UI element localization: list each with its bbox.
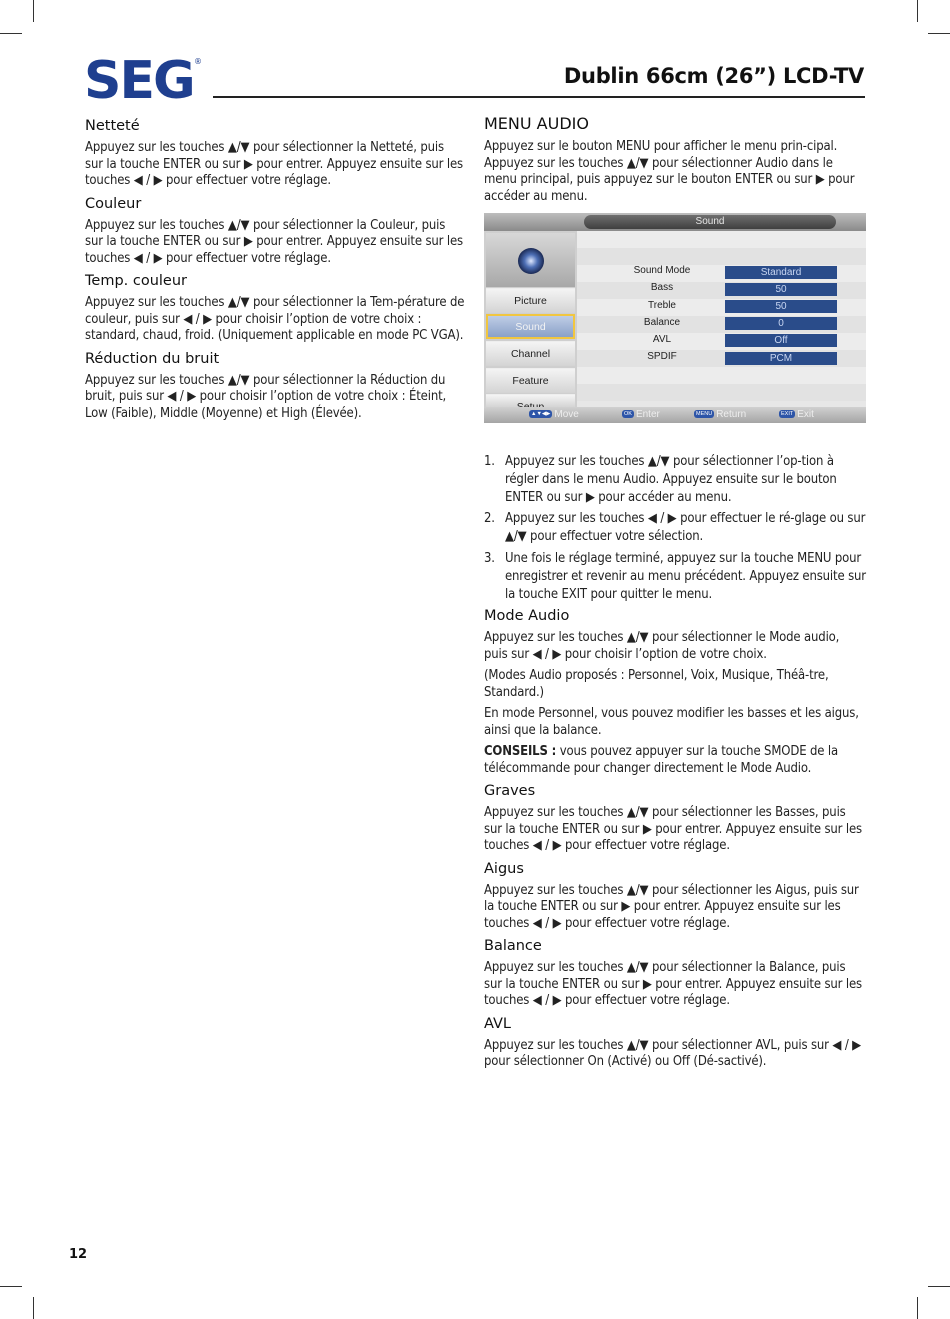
section-heading-graves: Graves: [484, 783, 536, 800]
hint-label: Return: [716, 409, 747, 420]
ok-key-icon: OK: [624, 411, 632, 418]
crop-mark: [33, 1297, 34, 1319]
steps-list: [484, 453, 866, 603]
section-text-couleur: Appuyez sur les touches ▲/▼ pour sélectionner la Couleur, puis sur la touche ENTER ou sur ▶ pour entrer. Appuyez ensuite sur les touches ◀ / ▶ pour effectuer votre réglage.: [85, 217, 463, 266]
crop-mark: [928, 33, 950, 34]
menu-item-sound: Sound: [486, 314, 575, 339]
step-number: 1.: [484, 454, 495, 469]
menu-hint-bar: [484, 407, 866, 423]
crop-mark: [917, 1297, 918, 1319]
menu-stripe: [577, 384, 866, 401]
menu-row-value: 50: [725, 283, 837, 296]
mode-audio-text-1: Appuyez sur les touches ▲/▼ pour sélectionner le Mode audio, puis sur ◀ / ▶ pour choisir l’option de votre choix.: [484, 630, 840, 662]
menu-content: [577, 231, 866, 407]
menu-item-setup: [486, 394, 575, 407]
crop-mark: [0, 1286, 22, 1287]
seg-logo: [84, 55, 204, 101]
section-heading-temp-couleur: Temp. couleur: [85, 273, 187, 289]
hint-label: Move: [554, 409, 579, 420]
menu-stripe: [577, 248, 866, 265]
menu-item-picture: Picture: [486, 288, 575, 313]
crop-mark: [33, 0, 34, 22]
menu-row-label: Bass: [650, 282, 674, 293]
section-heading-couleur: Couleur: [85, 195, 142, 212]
menu-item-channel: Channel: [486, 341, 575, 366]
list-item: [484, 510, 866, 546]
tips-label: CONSEILS :: [484, 744, 557, 760]
menu-key-icon: MENU: [696, 411, 713, 418]
menu-row-label: Sound Mode: [633, 265, 691, 276]
hint-return: [694, 409, 746, 421]
step-number: 2.: [484, 511, 495, 527]
menu-row-value: Off: [725, 334, 837, 347]
hint-label: Exit: [797, 409, 814, 420]
step-text: Appuyez sur les touches ▲/▼ pour sélectionner l’op-tion à régler dans le menu Audio. Appuyez ensuite sur le bouton ENTER ou sur ▶ pour accéder au menu.: [505, 454, 837, 505]
tips-paragraph: [484, 744, 866, 777]
hint-move: [529, 409, 579, 421]
menu-title: Sound: [584, 215, 836, 229]
hint-enter: [622, 409, 660, 421]
left-column: [85, 114, 465, 427]
section-text-nettete: Appuyez sur les touches ▲/▼ pour sélectionner la Netteté, puis sur la touche ENTER ou sur ▶ pour entrer. Appuyez ensuite sur les touches ◀ / ▶ pour effectuer votre réglage.: [85, 140, 463, 188]
section-text-balance: Appuyez sur les touches ▲/▼ pour sélectionner la Balance, puis sur la touche ENTER ou sur ▶ pour entrer. Appuyez ensuite sur les touches ◀ / ▶ pour effectuer votre réglage.: [484, 960, 862, 1009]
section-heading-avl: AVL: [484, 1015, 511, 1032]
menu-icon-box: [486, 233, 575, 287]
page-number: 12: [69, 1247, 88, 1262]
crop-mark: [928, 1286, 950, 1287]
right-column: [484, 114, 866, 1076]
hint-exit: [779, 409, 814, 421]
section-heading-aigus: Aigus: [484, 860, 524, 877]
menu-audio-intro: Appuyez sur le bouton MENU pour afficher le menu prin-cipal. Appuyez sur les touches ▲/▼ pour sélectionner Audio dans le menu principal, puis appuyez sur le bouton ENTER ou sur ▶ pour accéder au menu.: [484, 139, 855, 204]
crop-mark: [0, 33, 22, 34]
menu-sidebar: [484, 231, 577, 407]
hint-label: Enter: [635, 409, 660, 420]
menu-row-label: Treble: [648, 300, 676, 311]
registered-mark: ®: [194, 57, 202, 66]
seg-logo-text: SEG: [84, 55, 194, 101]
menu-row-label: SPDIF: [647, 351, 677, 362]
tv-sound-menu-screenshot: [484, 213, 866, 423]
menu-audio-heading: MENU AUDIO: [484, 114, 589, 133]
step-text: Une fois le réglage terminé, appuyez sur la touche MENU pour enregistrer et revenir au menu précédent. Appuyez ensuite sur la touche EXIT pour quitter le menu.: [505, 550, 866, 602]
menu-row-value: 50: [725, 300, 837, 313]
list-item: [484, 550, 866, 603]
menu-row-label: Balance: [643, 317, 681, 328]
section-heading-reduction-bruit: Réduction du bruit: [85, 350, 220, 367]
exit-key-icon: EXIT: [781, 411, 794, 418]
speaker-icon: [518, 248, 544, 274]
section-heading-nettete: Netteté: [85, 118, 140, 134]
menu-stripe: [577, 231, 866, 248]
section-text-avl: Appuyez sur les touches ▲/▼ pour sélectionner AVL, puis sur ◀ / ▶ pour sélectionner On (Activé) ou Off (Dé-sactivé).: [484, 1037, 862, 1070]
menu-item-feature: Feature: [486, 368, 575, 393]
menu-stripe: [577, 367, 866, 384]
page-title: Dublin 66cm (26”) LCD-TV: [563, 64, 864, 88]
section-text-graves: Appuyez sur les touches ▲/▼ pour sélectionner les Basses, puis sur la touche ENTER ou sur ▶ pour entrer. Appuyez ensuite sur les touches ◀ / ▶ pour effectuer votre réglage.: [484, 805, 862, 854]
header-divider: [213, 96, 865, 98]
menu-top-bar: [484, 213, 866, 231]
menu-row-value: PCM: [725, 352, 837, 365]
mode-audio-text-3: En mode Personnel, vous pouvez modifier les basses et les aigus, ainsi que la balance.: [484, 706, 859, 738]
menu-row-value: Standard: [725, 266, 837, 279]
menu-row-label: AVL: [652, 334, 672, 345]
section-heading-mode-audio: Mode Audio: [484, 608, 570, 625]
crop-mark: [917, 0, 918, 22]
mode-audio-text-2: (Modes Audio proposés : Personnel, Voix, Musique, Théâ-tre, Standard.): [484, 668, 829, 700]
menu-row-value: 0: [725, 317, 837, 330]
section-text-temp-couleur: Appuyez sur les touches ▲/▼ pour sélectionner la Tem-pérature de couleur, puis sur ◀ / ▶ pour choisir l’option de votre choix : standard, chaud, froid. (Uniquement applicable en mode PC VGA).: [85, 295, 465, 343]
list-item: [484, 453, 866, 506]
section-text-reduction-bruit: Appuyez sur les touches ▲/▼ pour sélectionner la Réduction du bruit, puis sur ◀ / ▶ pour choisir l’option de votre choix : Éteint, Low (Faible), Middle (Moyenne) et High (Élevée).: [85, 372, 447, 421]
tips-text: vous pouvez appuyer sur la touche SMODE de la télécommande pour changer directement le Mode Audio.: [484, 744, 838, 776]
step-text: Appuyez sur les touches ◀ / ▶ pour effectuer le ré-glage ou sur ▲/▼ pour effectuer votre sélection.: [505, 511, 866, 545]
arrows-key-icon: ▲▼◀▶: [531, 411, 551, 418]
section-text-aigus: Appuyez sur les touches ▲/▼ pour sélectionner les Aigus, puis sur la touche ENTER ou sur ▶ pour entrer. Appuyez ensuite sur les touches ◀ / ▶ pour effectuer votre réglage.: [484, 882, 859, 931]
section-heading-balance: Balance: [484, 938, 542, 955]
step-number: 3.: [484, 550, 495, 566]
